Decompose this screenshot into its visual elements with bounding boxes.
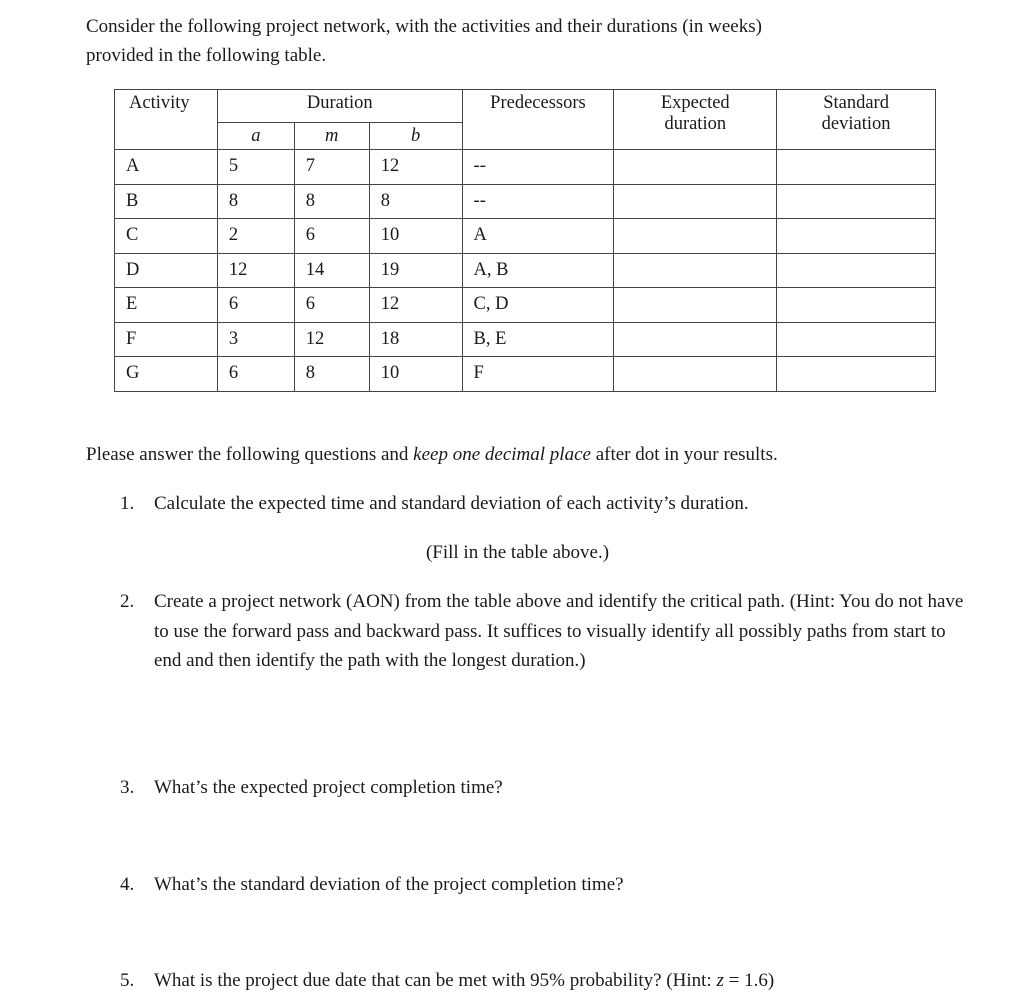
table-row [115, 219, 936, 254]
cell-expected-duration [614, 357, 777, 392]
cell-predecessors: A, B [462, 253, 614, 288]
cell-b: 10 [369, 357, 462, 392]
question-number: 4. [120, 874, 135, 895]
question-2 [120, 587, 964, 676]
cell-predecessors: A [462, 219, 614, 254]
table-row [115, 357, 936, 392]
header-b: b [369, 123, 462, 150]
question-text [154, 966, 964, 996]
header-standard-deviation [777, 90, 936, 150]
question-number: 1. [120, 493, 135, 514]
cell-standard-deviation [777, 322, 936, 357]
cell-expected-duration [614, 288, 777, 323]
question-text: Create a project network (AON) from the table above and identify the critical path. (Hint: You do not have to use the forward pass and backward pass. It suffices to visually identify all possibly paths from start to end and then identify the path with the longest duration.) [154, 591, 964, 671]
cell-a: 6 [217, 357, 294, 392]
cell-predecessors: -- [462, 150, 614, 185]
cell-standard-deviation [777, 150, 936, 185]
cell-standard-deviation [777, 357, 936, 392]
question-text-after: = 1.6) [723, 970, 775, 991]
cell-activity: D [115, 253, 218, 288]
question-4 [120, 870, 964, 900]
cell-b: 19 [369, 253, 462, 288]
question-number: 2. [120, 591, 135, 612]
header-a: a [217, 123, 294, 150]
cell-m: 6 [294, 219, 369, 254]
cell-m: 8 [294, 357, 369, 392]
cell-standard-deviation [777, 253, 936, 288]
question-text: What’s the expected project completion time? [154, 777, 503, 798]
cell-standard-deviation [777, 288, 936, 323]
cell-predecessors: C, D [462, 288, 614, 323]
cell-m: 8 [294, 184, 369, 219]
cell-standard-deviation [777, 184, 936, 219]
cell-b: 12 [369, 288, 462, 323]
cell-a: 2 [217, 219, 294, 254]
instructions-before: Please answer the following questions and [86, 444, 414, 465]
cell-expected-duration [614, 150, 777, 185]
cell-predecessors: F [462, 357, 614, 392]
cell-activity: G [115, 357, 218, 392]
cell-expected-duration [614, 219, 777, 254]
instructions-after: after dot in your results. [590, 444, 778, 465]
cell-a: 6 [217, 288, 294, 323]
z-variable: z [716, 970, 724, 991]
table-row [115, 288, 936, 323]
cell-activity: B [115, 184, 218, 219]
cell-a: 5 [217, 150, 294, 185]
question-number: 3. [120, 777, 135, 798]
question-1 [120, 489, 964, 519]
fill-note: (Fill in the table above.) [425, 542, 610, 563]
instructions-emphasis: keep one decimal place [413, 444, 591, 465]
cell-a: 3 [217, 322, 294, 357]
instructions [86, 440, 778, 469]
cell-a: 12 [217, 253, 294, 288]
question-5 [120, 966, 964, 996]
table-row [115, 184, 936, 219]
cell-expected-duration [614, 322, 777, 357]
header-expected-line1: Expected [660, 93, 730, 113]
cell-m: 12 [294, 322, 369, 357]
header-std-line1: Standard [823, 93, 889, 113]
intro-line-1: Consider the following project network, with the activities and their durations (in weeks) [86, 16, 762, 37]
cell-m: 6 [294, 288, 369, 323]
cell-b: 18 [369, 322, 462, 357]
cell-activity: E [115, 288, 218, 323]
cell-predecessors: -- [462, 184, 614, 219]
header-m: m [294, 123, 369, 150]
question-text: What’s the standard deviation of the project completion time? [154, 874, 624, 895]
cell-m: 7 [294, 150, 369, 185]
cell-a: 8 [217, 184, 294, 219]
header-expected-line2: duration [664, 114, 727, 134]
table-row [115, 322, 936, 357]
table-row [115, 150, 936, 185]
cell-activity: F [115, 322, 218, 357]
cell-predecessors: B, E [462, 322, 614, 357]
question-text-before: What is the project due date that can be met with 95% probability? (Hint: [154, 970, 717, 991]
cell-activity: A [115, 150, 218, 185]
cell-b: 10 [369, 219, 462, 254]
question-3 [120, 773, 964, 803]
cell-expected-duration [614, 253, 777, 288]
cell-b: 12 [369, 150, 462, 185]
header-expected-duration [614, 90, 777, 150]
cell-standard-deviation [777, 219, 936, 254]
cell-activity: C [115, 219, 218, 254]
intro-line-2: provided in the following table. [86, 45, 327, 66]
cell-expected-duration [614, 184, 777, 219]
table-header-row [115, 90, 936, 123]
intro-paragraph [86, 12, 986, 70]
header-predecessors: Predecessors [462, 90, 614, 150]
table-row [115, 253, 936, 288]
header-activity: Activity [115, 90, 218, 150]
cell-b: 8 [369, 184, 462, 219]
duration-table [114, 89, 936, 392]
question-text: Calculate the expected time and standard deviation of each activity’s duration. [154, 493, 749, 514]
header-std-line2: deviation [821, 114, 891, 134]
question-number: 5. [120, 970, 135, 991]
header-duration: Duration [217, 90, 462, 123]
cell-m: 14 [294, 253, 369, 288]
